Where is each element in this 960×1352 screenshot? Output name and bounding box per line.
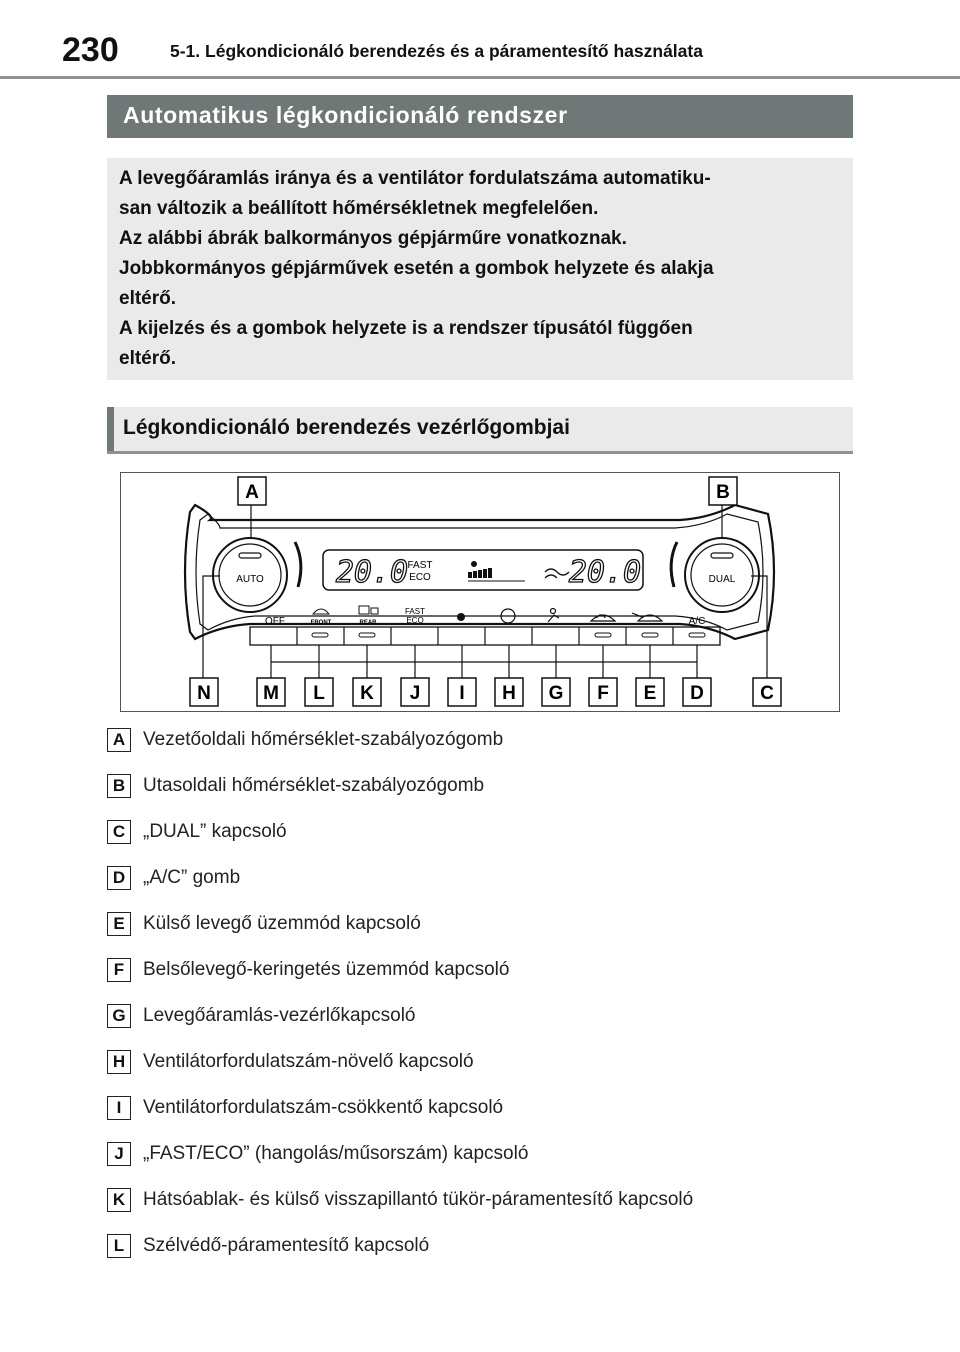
intro-line: Jobbkormányos gépjárművek esetén a gombok helyzete és alakja bbox=[119, 258, 714, 279]
svg-text:A: A bbox=[245, 482, 259, 503]
intro-line: eltérő. bbox=[119, 348, 177, 369]
dual-label: DUAL bbox=[708, 574, 736, 585]
legend-key: H bbox=[107, 1050, 131, 1074]
front-label: FRONT bbox=[310, 620, 332, 626]
callout-f bbox=[589, 678, 617, 706]
legend-text: „A/C” gomb bbox=[143, 867, 241, 888]
display-eco-label: ECO bbox=[409, 572, 431, 583]
legend-key: A bbox=[107, 728, 131, 752]
intro-text bbox=[119, 164, 714, 374]
intro-line: eltérő. bbox=[119, 288, 177, 309]
callout-c bbox=[753, 678, 781, 706]
callout-a bbox=[238, 477, 266, 505]
callout-d bbox=[683, 678, 711, 706]
svg-text:N: N bbox=[197, 683, 211, 704]
svg-text:M: M bbox=[263, 683, 279, 704]
legend-text: Hátsóablak- és külső visszapillantó tükör-páramentesítő kapcsoló bbox=[143, 1189, 694, 1210]
section-banner bbox=[107, 95, 853, 138]
callout-k bbox=[353, 678, 381, 706]
svg-text:H: H bbox=[502, 683, 516, 704]
callout-i bbox=[448, 678, 476, 706]
rear-label: REAR bbox=[359, 620, 377, 626]
legend-text: Vezetőoldali hőmérséklet-szabályozógomb bbox=[143, 729, 504, 750]
legend-key: G bbox=[107, 1004, 131, 1028]
display-right-temp: 20.0 bbox=[568, 555, 642, 590]
display-fast-label: FAST bbox=[407, 560, 433, 571]
eco-button-label: ECO bbox=[406, 616, 424, 625]
legend-key: I bbox=[107, 1096, 131, 1120]
subsection-title: Légkondicionáló berendezés vezérlőgombjai bbox=[123, 416, 570, 439]
subsection-banner bbox=[107, 407, 853, 454]
legend-text: „DUAL” kapcsoló bbox=[143, 821, 287, 842]
svg-text:J: J bbox=[409, 683, 421, 704]
display-fan-icon bbox=[471, 561, 477, 567]
svg-text:E: E bbox=[643, 683, 657, 704]
svg-text:K: K bbox=[360, 683, 374, 704]
legend-key: K bbox=[107, 1188, 131, 1212]
legend-key: E bbox=[107, 912, 131, 936]
legend-key: L bbox=[107, 1234, 131, 1258]
legend-text: „FAST/ECO” (hangolás/műsorszám) kapcsoló bbox=[143, 1143, 529, 1164]
fan-down-icon bbox=[457, 613, 465, 621]
legend-text: Ventilátorfordulatszám-növelő kapcsoló bbox=[143, 1051, 474, 1072]
header-rule bbox=[0, 76, 960, 79]
running-header: 5-1. Légkondicionáló berendezés és a páramentesítő használata bbox=[170, 41, 703, 61]
fast-button-label: FAST bbox=[404, 607, 426, 616]
ac-label: A/C bbox=[688, 616, 706, 627]
intro-box bbox=[107, 158, 853, 380]
intro-line: Az alábbi ábrák balkormányos gépjárműre vonatkoznak. bbox=[119, 228, 627, 249]
callout-e bbox=[636, 678, 664, 706]
legend-text: Ventilátorfordulatszám-csökkentő kapcsoló bbox=[143, 1097, 504, 1118]
legend-text: Utasoldali hőmérséklet-szabályozógomb bbox=[143, 775, 485, 796]
callout-n bbox=[190, 678, 218, 706]
svg-text:G: G bbox=[548, 683, 564, 704]
callout-j bbox=[401, 678, 429, 706]
page-number: 230 bbox=[62, 31, 119, 69]
legend-key: D bbox=[107, 866, 131, 890]
legend-key: F bbox=[107, 958, 131, 982]
legend-key: B bbox=[107, 774, 131, 798]
callout-g bbox=[542, 678, 570, 706]
legend-key: J bbox=[107, 1142, 131, 1166]
legend-text: Külső levegő üzemmód kapcsoló bbox=[143, 913, 421, 934]
subsection-accent-bar bbox=[107, 407, 114, 451]
legend-text: Szélvédő-páramentesítő kapcsoló bbox=[143, 1235, 430, 1256]
svg-text:I: I bbox=[459, 683, 465, 704]
svg-text:F: F bbox=[597, 683, 609, 704]
legend-text: Belsőlevegő-keringetés üzemmód kapcsoló bbox=[143, 959, 510, 980]
intro-line: A kijelzés és a gombok helyzete is a rendszer típusától függően bbox=[119, 318, 693, 339]
callout-b bbox=[709, 477, 737, 505]
display-left-temp: 20.0 bbox=[335, 555, 409, 590]
climate-control-diagram bbox=[120, 472, 840, 712]
legend-key: C bbox=[107, 820, 131, 844]
intro-line: A levegőáramlás iránya és a ventilátor fordulatszáma automatiku- bbox=[119, 168, 711, 189]
svg-text:L: L bbox=[313, 683, 325, 704]
callout-l bbox=[305, 678, 333, 706]
svg-text:D: D bbox=[690, 683, 704, 704]
svg-text:B: B bbox=[716, 482, 730, 503]
section-title: Automatikus légkondicionáló rendszer bbox=[123, 102, 568, 128]
off-label: OFF bbox=[265, 616, 285, 627]
callout-m bbox=[257, 678, 285, 706]
legend-text: Levegőáramlás-vezérlőkapcsoló bbox=[143, 1005, 416, 1026]
callout-h bbox=[495, 678, 523, 706]
intro-line: san változik a beállított hőmérsékletnek megfelelően. bbox=[119, 198, 599, 219]
auto-label: AUTO bbox=[236, 574, 264, 585]
svg-text:C: C bbox=[760, 683, 774, 704]
